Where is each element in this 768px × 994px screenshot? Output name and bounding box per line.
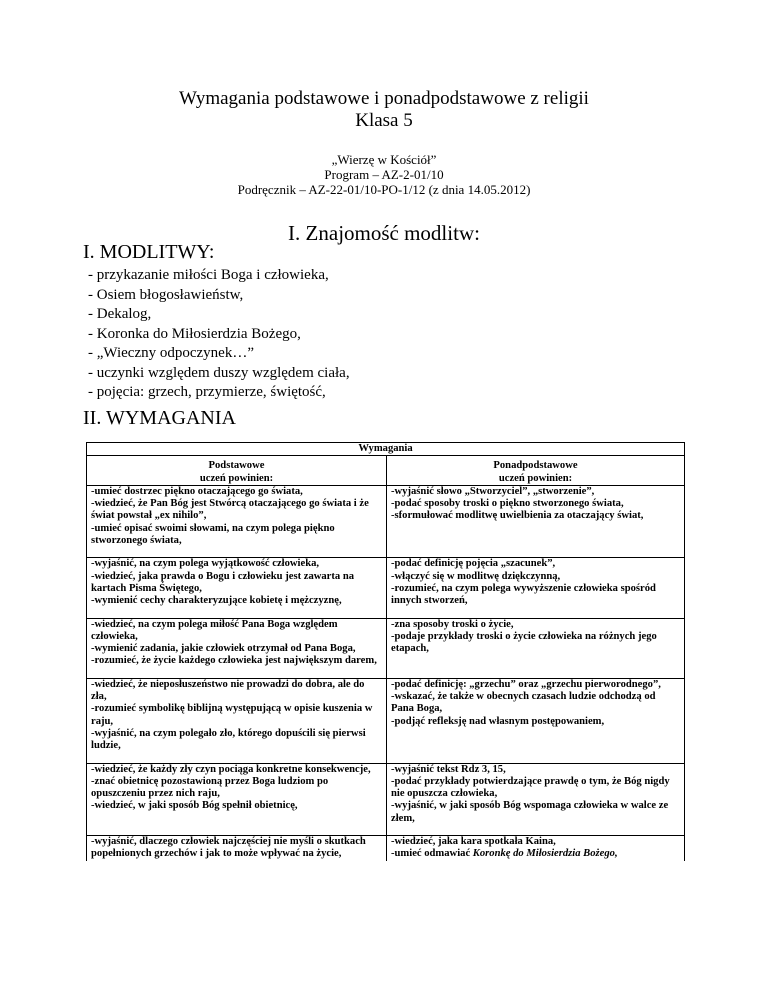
- basic-requirements-cell: -wyjaśnić, dlaczego człowiek najczęściej nie myśli o skutkach popełnionych grzechów i jak to może wpływać na życie,: [87, 836, 387, 861]
- list-item: - przykazanie miłości Boga i człowieka,: [88, 267, 329, 283]
- table-title: Wymagania: [87, 443, 685, 456]
- list-item: - Koronka do Miłosierdzia Bożego,: [88, 325, 301, 342]
- column-header-basic: Podstawowe uczeń powinien:: [87, 456, 387, 486]
- series-name: „Wierzę w Kościół”: [331, 152, 437, 167]
- basic-requirements-cell: -wiedzieć, że każdy zły czyn pociąga konkretne konsekwencje, -znać obietnicę pozostawioną przez Boga ludziom po opuszczeniu przez nich raju, -wiedzieć, w jaki sposób Bóg spełnił obietnicę,: [87, 763, 387, 835]
- list-item: - pojęcia: grzech, przymierze, świętość,: [88, 384, 326, 400]
- list-item: - „Wieczny odpoczynek…”: [88, 345, 254, 361]
- list-item: - Osiem błogosławieństw,: [88, 286, 244, 303]
- section-title: I. Znajomość modlitw:: [288, 221, 480, 245]
- textbook-code: Podręcznik – AZ-22-01/10-PO-1/12 (z dnia 14.05.2012): [237, 182, 531, 197]
- list-item: - uczynki względem duszy względem ciała,: [88, 364, 350, 381]
- basic-requirements-cell: -wiedzieć, na czym polega miłość Pana Boga względem człowieka, -wymienić zadania, jakie człowiek otrzymał od Pana Boga, -rozumieć, że życie każdego człowieka jest największym darem,: [87, 618, 387, 678]
- extended-requirements-cell: -podać definicję pojęcia „szacunek”, -włączyć się w modlitwę dziękczynną, -rozumieć, na czym polega wywyższenie człowieka spośród innych stworzeń,: [387, 558, 685, 618]
- prayer-title-italic: Koronkę do Miłosierdzia Bożego,: [472, 848, 618, 860]
- prayers-list: [88, 266, 350, 403]
- extended-requirements-cell: -wyjaśnić słowo „Stworzyciel”, „stworzenie”, -podać sposoby troski o piękno stworzonego świata, -sformułować modlitwę uwielbienia za otaczający świat,: [387, 485, 685, 557]
- table-title-row: [87, 443, 685, 456]
- column-header-extended: Ponadpodstawowe uczeń powinien:: [387, 456, 685, 486]
- program-code: Program – AZ-2-01/10: [324, 167, 444, 182]
- requirements-table: [86, 442, 685, 861]
- basic-requirements-cell: -wyjaśnić, na czym polega wyjątkowość człowieka, -wiedzieć, jaka prawda o Bogu i człowieku jest zawarta na kartach Pisma Świętego, -wymienić cechy charakteryzujące kobietę i mężczyznę,: [87, 558, 387, 618]
- basic-requirements-cell: -umieć dostrzec piękno otaczającego go świata, -wiedzieć, że Pan Bóg jest Stwórcą otaczającego go świata i że świat powstał „ex nihilo”, -umieć opisać swoimi słowami, na czym polega piękno stworzonego świata,: [87, 485, 387, 557]
- table-row: [87, 618, 685, 678]
- table-row: [87, 836, 685, 861]
- prayers-heading: I. MODLITWY:: [83, 241, 215, 263]
- table-header-row: [87, 456, 685, 486]
- basic-requirements-cell: -wiedzieć, że nieposłuszeństwo nie prowadzi do dobra, ale do zła, -rozumieć symbolikę biblijną występującą w opisie kuszenia w raju, -wyjaśnić, na czym polegało zło, którego dopuścili się pierwsi ludzie,: [87, 678, 387, 763]
- class-label: Klasa 5: [355, 110, 413, 131]
- table-row: [87, 678, 685, 763]
- table-row: [87, 485, 685, 557]
- requirements-heading: II. WYMAGANIA: [83, 407, 236, 429]
- table-row: [87, 763, 685, 835]
- table-row: [87, 558, 685, 618]
- extended-requirements-cell: -podać definicję: „grzechu” oraz „grzechu pierworodnego”, -wskazać, że także w obecnych czasach ludzie odchodzą od Pana Boga, -podjąć refleksję nad własnym postępowaniem,: [387, 678, 685, 763]
- extended-requirements-cell: -zna sposoby troski o życie, -podaje przykłady troski o życie człowieka na różnych jego etapach,: [387, 618, 685, 678]
- list-item: - Dekalog,: [88, 306, 152, 322]
- extended-requirements-cell: -wyjaśnić tekst Rdz 3, 15, -podać przykłady potwierdzające prawdę o tym, że Bóg nigdy nie opuszcza człowieka, -wyjaśnić, w jaki sposób Bóg wspomaga człowieka w walce ze złem,: [387, 763, 685, 835]
- document-title: Wymagania podstawowe i ponadpodstawowe z religii: [179, 88, 589, 109]
- extended-requirements-cell: [387, 836, 685, 861]
- extended-requirements-text: -wiedzieć, jaka kara spotkała Kaina, -umieć odmawiać: [391, 836, 556, 860]
